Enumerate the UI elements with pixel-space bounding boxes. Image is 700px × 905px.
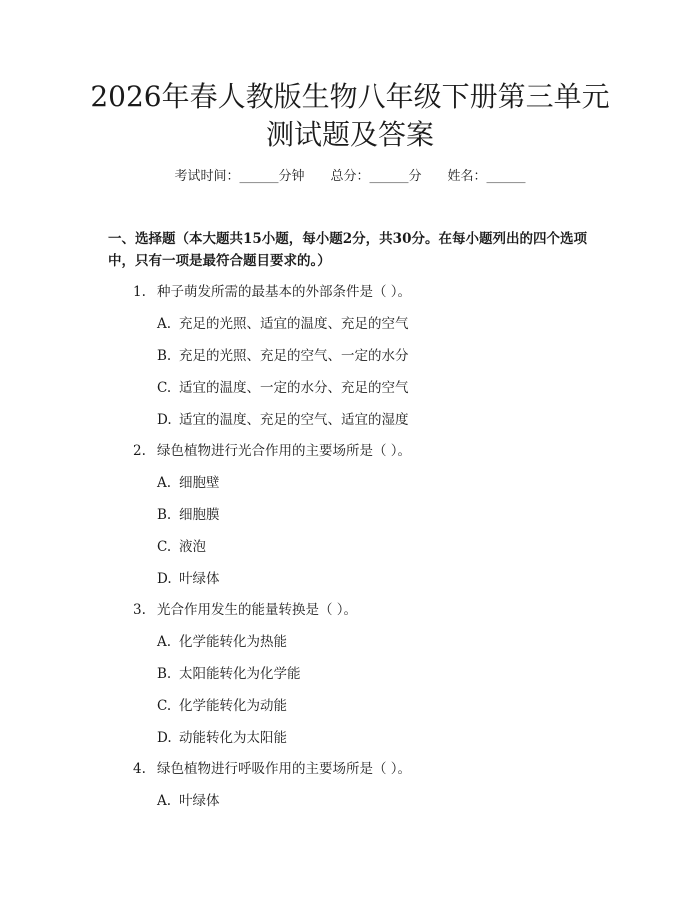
question-text: 绿色植物进行光合作用的主要场所是（ ）。 xyxy=(157,443,412,459)
question-number: 3. xyxy=(133,602,146,618)
question-number: 2. xyxy=(133,443,146,459)
option-letter: A. xyxy=(157,475,172,491)
option-letter: B. xyxy=(157,348,172,364)
option-text: 化学能转化为动能 xyxy=(179,698,287,714)
option-text: 叶绿体 xyxy=(179,793,220,809)
q3-option-c xyxy=(157,697,287,715)
exam-meta-line: 考试时间：______分钟 总分：______分 姓名：______ xyxy=(174,169,526,184)
option-text: 细胞壁 xyxy=(179,475,220,491)
q4-option-a xyxy=(157,792,220,810)
option-text: 适宜的温度、一定的水分、充足的空气 xyxy=(179,380,409,396)
option-letter: B. xyxy=(157,507,172,523)
option-letter: A. xyxy=(157,316,172,332)
question-text: 种子萌发所需的最基本的外部条件是（ ）。 xyxy=(157,284,412,300)
option-letter: C. xyxy=(157,539,172,555)
option-letter: C. xyxy=(157,698,172,714)
question-1 xyxy=(133,283,411,301)
question-4 xyxy=(133,760,411,778)
q3-option-d xyxy=(157,729,287,747)
option-text: 叶绿体 xyxy=(179,571,220,587)
question-2 xyxy=(133,442,411,460)
q3-option-a xyxy=(157,633,287,651)
option-letter: B. xyxy=(157,666,172,682)
option-text: 充足的光照、适宜的温度、充足的空气 xyxy=(179,316,409,332)
q3-option-b xyxy=(157,665,301,683)
option-text: 动能转化为太阳能 xyxy=(179,730,287,746)
option-text: 太阳能转化为化学能 xyxy=(179,666,301,682)
question-number: 4. xyxy=(133,761,146,777)
question-text: 光合作用发生的能量转换是（ ）。 xyxy=(157,602,358,618)
question-number: 1. xyxy=(133,284,146,300)
q1-option-d xyxy=(157,411,409,429)
q1-option-c xyxy=(157,379,409,397)
q2-option-a xyxy=(157,474,220,492)
option-text: 充足的光照、充足的空气、一定的水分 xyxy=(179,348,409,364)
option-letter: D. xyxy=(157,730,172,746)
q2-option-c xyxy=(157,538,206,556)
question-text: 绿色植物进行呼吸作用的主要场所是（ ）。 xyxy=(157,761,412,777)
option-letter: D. xyxy=(157,412,172,428)
q1-option-a xyxy=(157,315,409,333)
option-text: 细胞膜 xyxy=(179,507,220,523)
option-letter: A. xyxy=(157,793,172,809)
option-letter: D. xyxy=(157,571,172,587)
option-letter: A. xyxy=(157,634,172,650)
question-3 xyxy=(133,601,357,619)
option-text: 液泡 xyxy=(179,539,206,555)
page-title: 2026年春人教版生物八年级下册第三单元测试题及答案 xyxy=(90,80,610,151)
section-heading: 一、选择题（本大题共15小题，每小题2分，共30分。在每小题列出的四个选项中，只有一项是最符合题目要求的。） xyxy=(108,231,587,269)
option-text: 化学能转化为热能 xyxy=(179,634,287,650)
q1-option-b xyxy=(157,347,409,365)
option-letter: C. xyxy=(157,380,172,396)
option-text: 适宜的温度、充足的空气、适宜的湿度 xyxy=(179,412,409,428)
q2-option-b xyxy=(157,506,220,524)
q2-option-d xyxy=(157,570,220,588)
